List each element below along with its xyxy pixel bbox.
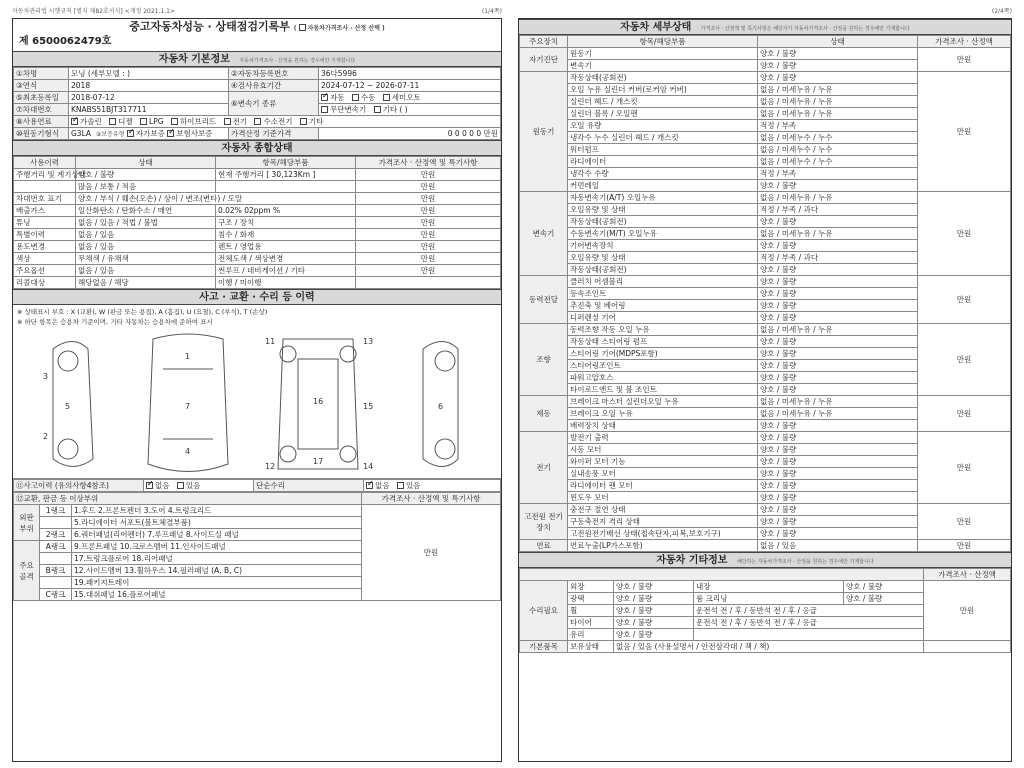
repair-needed-label: 수리필요 (520, 581, 568, 641)
exchange-table (13, 492, 501, 601)
device-group-label: 원동기 (520, 72, 568, 192)
fuel-hydrogen-checkbox[interactable] (254, 118, 261, 125)
detail-state[interactable]: 양호 / 불량 (758, 432, 918, 444)
overall-col-amount: 가격조사 · 산정액 및 특기사항 (356, 157, 501, 169)
detail-state[interactable]: 양호 / 불량 (758, 480, 918, 492)
main-frame-label: 주요 골격 (14, 541, 40, 601)
simple-repair-none-checkbox[interactable] (366, 482, 373, 489)
first-reg-value[interactable]: 2018-07-12 (69, 92, 229, 104)
device-group-label: 연료 (520, 540, 568, 552)
detail-state[interactable]: 양호 / 불량 (758, 240, 918, 252)
detail-part: 워터펌프 (568, 144, 758, 156)
right-page (518, 6, 1012, 762)
fuel-lpg-checkbox[interactable] (140, 118, 147, 125)
detail-col-amount: 가격조사 · 산정액 (918, 36, 1011, 48)
table-row (520, 324, 1011, 336)
detail-part: 브레이크 오일 누유 (568, 408, 758, 420)
detail-amount[interactable]: 만원 (918, 192, 1011, 276)
detail-amount[interactable]: 만원 (918, 324, 1011, 396)
inspection-period-label: ④검사유효기간 (229, 80, 319, 92)
accident-legend-symbols: ※ 상태표시 부호 : X (교환), W (판금 또는 용접), A (흠집), U (요철), C (부식), T (손상) (17, 308, 268, 316)
trans-cvt-checkbox[interactable] (321, 106, 328, 113)
detail-part: 스티어링 기어(MDPS포함) (568, 348, 758, 360)
fuel-other-checkbox[interactable] (300, 118, 307, 125)
detail-state[interactable]: 양호 / 불량 (758, 528, 918, 540)
detail-state[interactable]: 없음 / 미세누유 / 누유 (758, 228, 918, 240)
warranty-self-checkbox[interactable] (127, 130, 134, 137)
detail-part: 연료누출(LP가스포함) (568, 540, 758, 552)
device-group-label: 자기진단 (520, 48, 568, 72)
motor-label: ⑩원동기형식 (14, 128, 69, 140)
detail-part: 오일유량 및 상태 (568, 204, 758, 216)
device-group-label: 동력전달 (520, 276, 568, 324)
detail-state[interactable]: 양호 / 불량 (758, 384, 918, 396)
basic-info-section-title: 자동차 기본정보 자동차가격조사 · 산정을 원하는 경우에만 기재합니다 (13, 51, 501, 67)
detail-col-part: 항목/해당부품 (568, 36, 758, 48)
diagram-label: 3 (43, 372, 49, 381)
detail-amount[interactable]: 만원 (918, 432, 1011, 504)
detail-state[interactable]: 없음 / 미세누유 / 누유 (758, 96, 918, 108)
detail-state[interactable]: 양호 / 불량 (758, 48, 918, 60)
table-row: 주행거리 및 계기상태 양호 / 불량 현재 주행거리 [ 30,123Km ] 만원 (14, 169, 501, 181)
detail-amount[interactable]: 만원 (918, 276, 1011, 324)
diagram-label: 2 (43, 432, 49, 441)
reg-no-label: ②자동차등록번호 (229, 68, 319, 80)
fuel-label: ⑧사용연료 (14, 116, 69, 128)
motor-value[interactable]: G3LA (71, 129, 92, 138)
transmission-label: ⑥변속기 종류 (229, 92, 319, 116)
table-row (520, 540, 1011, 552)
detail-part: 등속조인트 (568, 288, 758, 300)
detail-state[interactable]: 없음 / 미세누유 / 누유 (758, 408, 918, 420)
car-damage-diagram (13, 329, 501, 479)
exchange-amount[interactable]: 만원 (362, 505, 501, 601)
detail-part: 스티어링조인트 (568, 360, 758, 372)
diagram-label: 11 (265, 337, 276, 346)
detail-part: 자동변속기(A/T) 오일누유 (568, 192, 758, 204)
detail-part: 커먼레일 (568, 180, 758, 192)
detail-state[interactable]: 양호 / 불량 (758, 60, 918, 72)
detail-state[interactable]: 양호 / 불량 (758, 444, 918, 456)
table-row: 많음 / 보통 / 적음 만원 (14, 181, 501, 193)
detail-state[interactable]: 적정 / 부족 / 과다 (758, 252, 918, 264)
diagram-label: 4 (185, 447, 191, 456)
table-row: 배출가스 일산화탄소 / 탄화수소 / 매연 0.02% 02ppm % 만원 (14, 205, 501, 217)
detail-part: 브레이크 마스터 실린더오일 누유 (568, 396, 758, 408)
detail-amount[interactable]: 만원 (918, 48, 1011, 72)
fuel-electric-checkbox[interactable] (224, 118, 231, 125)
detail-state[interactable]: 적정 / 부족 / 과다 (758, 204, 918, 216)
diagram-label: 5 (65, 402, 71, 411)
table-row (520, 48, 1011, 60)
detail-state[interactable]: 양호 / 불량 (758, 372, 918, 384)
detail-part: 시동 모터 (568, 444, 758, 456)
overall-col-item: 항목/해당부품 (216, 157, 356, 169)
device-group-label: 전기 (520, 432, 568, 504)
other-section-title: 자동차 기타정보 해당하는 자동차가격조사 · 산정을 원하는 경우에만 기재합니다 (519, 552, 1011, 568)
table-row (520, 396, 1011, 408)
detail-part: 충전구 절연 상태 (568, 504, 758, 516)
accident-history-table: ⑪사고이력 (유의사항4참조) ✓ 없음 있음 단순수리 ✓ 없음 있음 (13, 479, 501, 492)
warranty-insurance-checkbox[interactable] (167, 130, 174, 137)
detail-part: 고전원전기배선 상태(접속단자,피복,보호기구) (568, 528, 758, 540)
table-row: 유리 양호 / 불량 (520, 629, 1011, 641)
year-label: ③연식 (14, 80, 69, 92)
detail-part: 발전기 출력 (568, 432, 758, 444)
document-number: 제 6500062479호 (19, 36, 112, 47)
reg-no-value[interactable]: 36다5996 (319, 68, 501, 80)
exchange-amount-col: 가격조사 · 산정액 및 특기사항 (362, 493, 501, 505)
trans-semi-checkbox[interactable] (383, 94, 390, 101)
fuel-diesel-checkbox[interactable] (109, 118, 116, 125)
detail-amount[interactable]: 만원 (918, 72, 1011, 192)
detail-state[interactable]: 양호 / 불량 (758, 336, 918, 348)
table-row: 튜닝 없음 / 있음 / 적법 / 불법 구조 / 장치 만원 (14, 217, 501, 229)
detail-part: 오일 누유 실린더 커버(로커암 커버) (568, 84, 758, 96)
base-price-value[interactable]: 0 0 0 0 0 만원 (319, 128, 501, 140)
vin-label: ⑦차대번호 (14, 104, 69, 116)
detail-amount[interactable]: 만원 (918, 396, 1011, 432)
detail-state[interactable]: 양호 / 불량 (758, 504, 918, 516)
detail-state[interactable]: 양호 / 불량 (758, 360, 918, 372)
detail-state[interactable]: 양호 / 불량 (758, 180, 918, 192)
outer-panel-label: 외판 부위 (14, 505, 40, 541)
detail-state[interactable]: 양호 / 불량 (758, 300, 918, 312)
detail-section-title: 자동차 세부상태 가격조사 · 산정액 및 특기사항은 해당자가 자동차가격조사 · 산정을 원하는 경우에만 기재합니다 (519, 19, 1011, 35)
table-row: B랭크 12.사이드멤버 13.휠하우스 14.필러패널 (A, B, C) (14, 565, 501, 577)
simple-repair-yes-checkbox[interactable] (397, 482, 404, 489)
detail-part: 와이퍼 모터 기능 (568, 456, 758, 468)
diagram-label: 7 (185, 402, 191, 411)
table-row: 주요 골격 A랭크 9.프론트패널 10.크로스멤버 11.인사이드패널 (14, 541, 501, 553)
detail-part: 실린더 블록 / 오일팬 (568, 108, 758, 120)
detail-part: 변속기 (568, 60, 758, 72)
detail-state[interactable]: 양호 / 불량 (758, 348, 918, 360)
fuel-hybrid-checkbox[interactable] (171, 118, 178, 125)
detail-state[interactable]: 없음 / 미세누유 / 누유 (758, 84, 918, 96)
page-number: (1/4쪽) (481, 8, 502, 15)
simple-repair-label: 단순수리 (254, 480, 364, 492)
detail-part: 배력장치 상태 (568, 420, 758, 432)
inspection-period-value[interactable]: 2024-07-12 ~ 2026-07-11 (319, 80, 501, 92)
detail-part: 기어변속장치 (568, 240, 758, 252)
device-group-label: 고전원 전기장치 (520, 504, 568, 540)
detail-part: 실린더 헤드 / 개스킷 (568, 96, 758, 108)
table-row: 특별이력 없음 / 있음 침수 / 화재 만원 (14, 229, 501, 241)
device-group-label: 제동 (520, 396, 568, 432)
table-row: C랭크 15.대쉬패널 16.플로어패널 (14, 589, 501, 601)
detail-part: 윈도우 모터 (568, 492, 758, 504)
detail-part: 작동상태(공회전) (568, 216, 758, 228)
basic-info-table: ①차명 모닝 (세부모델 : ) ②자동차등록번호 36다5996 ③연식 2018 ④검사유효기간 2024-07-12 ~ 2026-07-11 ⑤최초등록일 2018-07-12 ⑥변속기 종류 ✓자동 수동 세미오토 ⑦차대번호 KNABS51BJT317711 무단변속기 기타 ( ) ⑧사용연료 ✓ 가솔린 디젤 LPG 하이브리드 전기 수소전기 기타 ⑩원동기형식 G3LA ⑨보증유형 ✓ 자가보증 ✓ 보험사보증 가격산정 기준가격 0 0 0 0 0 만원 (13, 67, 501, 140)
detail-part: 원동기 (568, 48, 758, 60)
table-row (520, 504, 1011, 516)
diagram-label: 1 (185, 352, 191, 361)
detail-amount[interactable]: 만원 (918, 540, 1011, 552)
detail-state[interactable]: 양호 / 불량 (758, 420, 918, 432)
detail-state[interactable]: 없음 / 미세누유 / 누유 (758, 396, 918, 408)
overall-col-state: 상태 (76, 157, 216, 169)
detail-state[interactable]: 양호 / 불량 (758, 264, 918, 276)
detail-part: 타이로드엔드 및 볼 조인트 (568, 384, 758, 396)
detail-state[interactable]: 적정 / 부족 (758, 120, 918, 132)
detail-part: 클러치 어셈블리 (568, 276, 758, 288)
detail-state[interactable]: 양호 / 불량 (758, 516, 918, 528)
car-name-label: ①차명 (14, 68, 69, 80)
detail-state[interactable]: 양호 / 불량 (758, 492, 918, 504)
diagram-label: 15 (363, 402, 374, 411)
detail-part: 구동축전지 격리 상태 (568, 516, 758, 528)
device-group-label: 변속기 (520, 192, 568, 276)
diagram-label: 16 (313, 397, 324, 406)
diagram-label: 14 (363, 462, 374, 471)
detail-part: 디퍼렌셜 기어 (568, 312, 758, 324)
basic-items-label: 기본품목 (520, 641, 568, 653)
table-row: 주요옵션 없음 / 있음 썬루프 / 네비게이션 / 기타 만원 (14, 265, 501, 277)
accident-section-title: 사고 · 교환 · 수리 등 이력 (13, 289, 501, 305)
table-row (520, 72, 1011, 84)
detail-part: 추진축 및 베어링 (568, 300, 758, 312)
detail-state[interactable]: 없음 / 미세누수 / 누수 (758, 144, 918, 156)
detail-state[interactable]: 양호 / 불량 (758, 216, 918, 228)
trans-other-checkbox[interactable] (374, 106, 381, 113)
table-row: 17.트렁크플로어 18.리어패널 (14, 553, 501, 565)
overall-table (13, 156, 501, 289)
form-reference: 자동차관리법 시행규칙 [별지 제82호서식] <개정 2021.1.1> (12, 8, 175, 15)
trans-auto-checkbox[interactable] (321, 94, 328, 101)
detail-part: 파워고압호스 (568, 372, 758, 384)
detail-part: 작동상태(공회전) (568, 264, 758, 276)
page-number: (2/4쪽) (991, 8, 1012, 15)
table-row (520, 276, 1011, 288)
detail-state[interactable]: 없음 / 미세누유 / 누유 (758, 108, 918, 120)
diagram-label: 6 (438, 402, 444, 411)
year-value[interactable]: 2018 (69, 80, 229, 92)
diagram-label: 17 (313, 457, 324, 466)
detail-part: 라디에이터 (568, 156, 758, 168)
table-row: 외판 부위 1랭크 1.후드 2.프론트펜더 3.도어 4.트렁크리드 만원 (14, 505, 501, 517)
table-row (520, 192, 1011, 204)
warranty-label: ⑨보증유형 (95, 131, 125, 138)
detail-part: 동력조향 작동 오일 누유 (568, 324, 758, 336)
table-row: 기본품목 보유상태 없음 / 있음 (사용설명서 / 안전삼각대 / 잭 / 책) (520, 641, 1011, 653)
detail-state[interactable]: 양호 / 불량 (758, 312, 918, 324)
other-info-table (519, 568, 1011, 653)
diagram-label: 12 (265, 462, 276, 471)
detail-col-device: 주요장치 (520, 36, 568, 48)
table-row: 수리필요 외장 양호 / 불량 내장 양호 / 불량 만원 (520, 581, 1011, 593)
detail-state[interactable]: 양호 / 불량 (758, 288, 918, 300)
right-form-frame (518, 18, 1012, 762)
detail-state[interactable]: 양호 / 불량 (758, 276, 918, 288)
accident-none-checkbox[interactable] (146, 482, 153, 489)
table-row: 2랭크 6.쿼터패널(리어펜더) 7.루프패널 8.사이드실 패널 (14, 529, 501, 541)
detail-state[interactable]: 양호 / 불량 (758, 468, 918, 480)
table-row: 타이어 양호 / 불량 운전석 전 / 후 / 동반석 전 / 후 / 응급 (520, 617, 1011, 629)
first-reg-label: ⑤최초등록일 (14, 92, 69, 104)
table-row: 휠 양호 / 불량 운전석 전 / 후 / 동반석 전 / 후 / 응급 (520, 605, 1011, 617)
detail-table (519, 35, 1011, 552)
detail-state[interactable]: 적정 / 부족 (758, 168, 918, 180)
accident-history-label: ⑪사고이력 (유의사항4참조) (14, 480, 144, 492)
detail-state[interactable]: 없음 / 미세누수 / 누수 (758, 156, 918, 168)
other-amount[interactable]: 만원 (924, 581, 1011, 641)
vin-value[interactable]: KNABS51BJT317711 (69, 104, 229, 116)
detail-part: 작동상태(공회전) (568, 72, 758, 84)
detail-part: 오일 유량 (568, 120, 758, 132)
base-price-label: 가격산정 기준가격 (229, 128, 319, 140)
detail-state[interactable]: 양호 / 불량 (758, 72, 918, 84)
car-outline-svg[interactable] (13, 329, 499, 479)
detail-part: 라디에이터 팬 모터 (568, 480, 758, 492)
detail-part: 오일유량 및 상태 (568, 252, 758, 264)
price-option-checkbox[interactable] (299, 24, 306, 31)
table-row: 광택 양호 / 불량 룸 크리닝 양호 / 불량 (520, 593, 1011, 605)
table-row: 색상 무채색 / 유채색 전체도색 / 색상변경 만원 (14, 253, 501, 265)
detail-part: 실내송풍 모터 (568, 468, 758, 480)
price-option-label: 자동차가격조사 · 산정 선택 (307, 25, 380, 32)
detail-state[interactable]: 없음 / 미세누수 / 누수 (758, 132, 918, 144)
detail-part: 냉각수 누수 실린더 헤드 / 개스킷 (568, 132, 758, 144)
form-title: 중고자동차성능 · 상태점검기록부 (129, 20, 290, 33)
overall-section-title: 자동차 종합상태 (13, 140, 501, 156)
table-row (520, 432, 1011, 444)
exchange-title: ⑫교환, 판금 등 이상부위 (14, 493, 362, 505)
table-row: 19.패키지트레이 (14, 577, 501, 589)
accident-yes-checkbox[interactable] (177, 482, 184, 489)
detail-part: 작동상태 스티어링 펌프 (568, 336, 758, 348)
diagram-label: 13 (363, 337, 374, 346)
accident-legend-note: ※ 하단 항목은 승용차 기준이며, 기타 자동차는 승용차에 준하여 표시 (17, 318, 213, 326)
left-form-frame: 중고자동차성능 · 상태점검기록부 ( 자동차가격조사 · 산정 선택 ) 제 6500062479호 자동차 기본정보 자동차가격조사 · 산정을 원하는 경우에만 기재합니다 ①차명 모닝 (세부모델 : ) ②자동차등록번호 36다5996 ③연식 2018 ④검사유효기간 2024-07-12 ~ 2026-07-11 ⑤최초등록일 2018-07-12 ⑥변속기 종류 ✓자동 수동 세미오토 ⑦차대번호 KNABS51BJT317711 무단변속기 기타 ( ) ⑧사용연료 ✓ 가솔린 디젤 LPG 하이브리드 전기 수소전기 기타 ⑩원동기형식 G3LA ⑨보증유형 ✓ 자가보증 ✓ 보험사보증 가격산정 기준가격 0 0 0 0 0 만원 자동차 종합상태 사용이력 상태 항목/해당부품 가격조사 · 산정액 및 특기사항 주행거리 및 계기상태 양호 / 불량 현재 주행거리 [ 30,123Km ] 만원 많음 / 보통 / 적음 만원 차대번호 표기 양호 / 부식 / 훼손(오손) / 상이 / 변조(변타) / 도말 만원 배출가스 일산화탄소 / 탄화수소 / 매연 0.02% 02ppm % 만원 튜닝 없음 / 있음 / 적법 / 불법 구조 / 장치 만원 특별이력 없음 / 있음 침수 / 화재 만원 용도변경 없음 / 있음 렌트 / 영업용 만원 색상 무채색 / 유채색 전체도색 / 색상변경 만원 주요옵션 없음 / 있음 썬루프 / 네비게이션 / 기타 만원 리콜대상 해당없음 / 해당 이행 / 미이행 사고 · 교환 · 수리 등 이력 ※ 상태표시 부호 : X (교환), W (판금 또는 용접), A (흠집), U (요철), C (부식), T (손상) ※ 하단 항목은 승용차 기준이며, 기타 자동차는 승용차에 준하여 표시 5 1 7 4 11 12 16 17 13 15 14 6 3 2 ⑪사고이력 (유의사항4참조) ✓ 없음 있음 단순수리 ✓ 없음 있음 ⑫교환, 판금 등 이상부위 가격조사 · 산정액 및 특기사항 외판 부위 1랭크 1.후드 2.프론트펜더 3.도어 4.트렁크리드 만원 5.라디에이터 서포트(볼트체결부품) 2랭크 6.쿼터패널(리어펜더) 7.루프패널 8.사이드실 패널 주요 골격 A랭크 9.프론트패널 10.크로스멤버 11.인사이드패널 17.트렁크플로어 18.리어패널 B랭크 12.사이드멤버 13.휠하우스 14.필러패널 (A, B, C) 19.패키지트레이 C랭크 15.대쉬패널 16.플로어패널 (12, 18, 502, 762)
fuel-gasoline-checkbox[interactable] (71, 118, 78, 125)
detail-state[interactable]: 양호 / 불량 (758, 456, 918, 468)
table-row: 5.라디에이터 서포트(볼트체결부품) (14, 517, 501, 529)
table-row: 용도변경 없음 / 있음 렌트 / 영업용 만원 (14, 241, 501, 253)
car-name-value[interactable]: 모닝 (세부모델 : ) (69, 68, 229, 80)
detail-part: 수동변속기(M/T) 오일누유 (568, 228, 758, 240)
left-page (12, 6, 502, 762)
table-row: 차대번호 표기 양호 / 부식 / 훼손(오손) / 상이 / 변조(변타) / 도말 만원 (14, 193, 501, 205)
detail-state[interactable]: 없음 / 미세누유 / 누유 (758, 192, 918, 204)
table-row: 리콜대상 해당없음 / 해당 이행 / 미이행 (14, 277, 501, 289)
overall-col-history: 사용이력 (14, 157, 76, 169)
detail-state[interactable]: 없음 / 미세누유 / 누유 (758, 324, 918, 336)
detail-col-state: 상태 (758, 36, 918, 48)
device-group-label: 조향 (520, 324, 568, 396)
detail-amount[interactable]: 만원 (918, 504, 1011, 540)
other-col-amount: 가격조사 · 산정액 (924, 569, 1011, 581)
detail-state[interactable]: 없음 / 있음 (758, 540, 918, 552)
detail-part: 냉각수 수량 (568, 168, 758, 180)
trans-manual-checkbox[interactable] (352, 94, 359, 101)
